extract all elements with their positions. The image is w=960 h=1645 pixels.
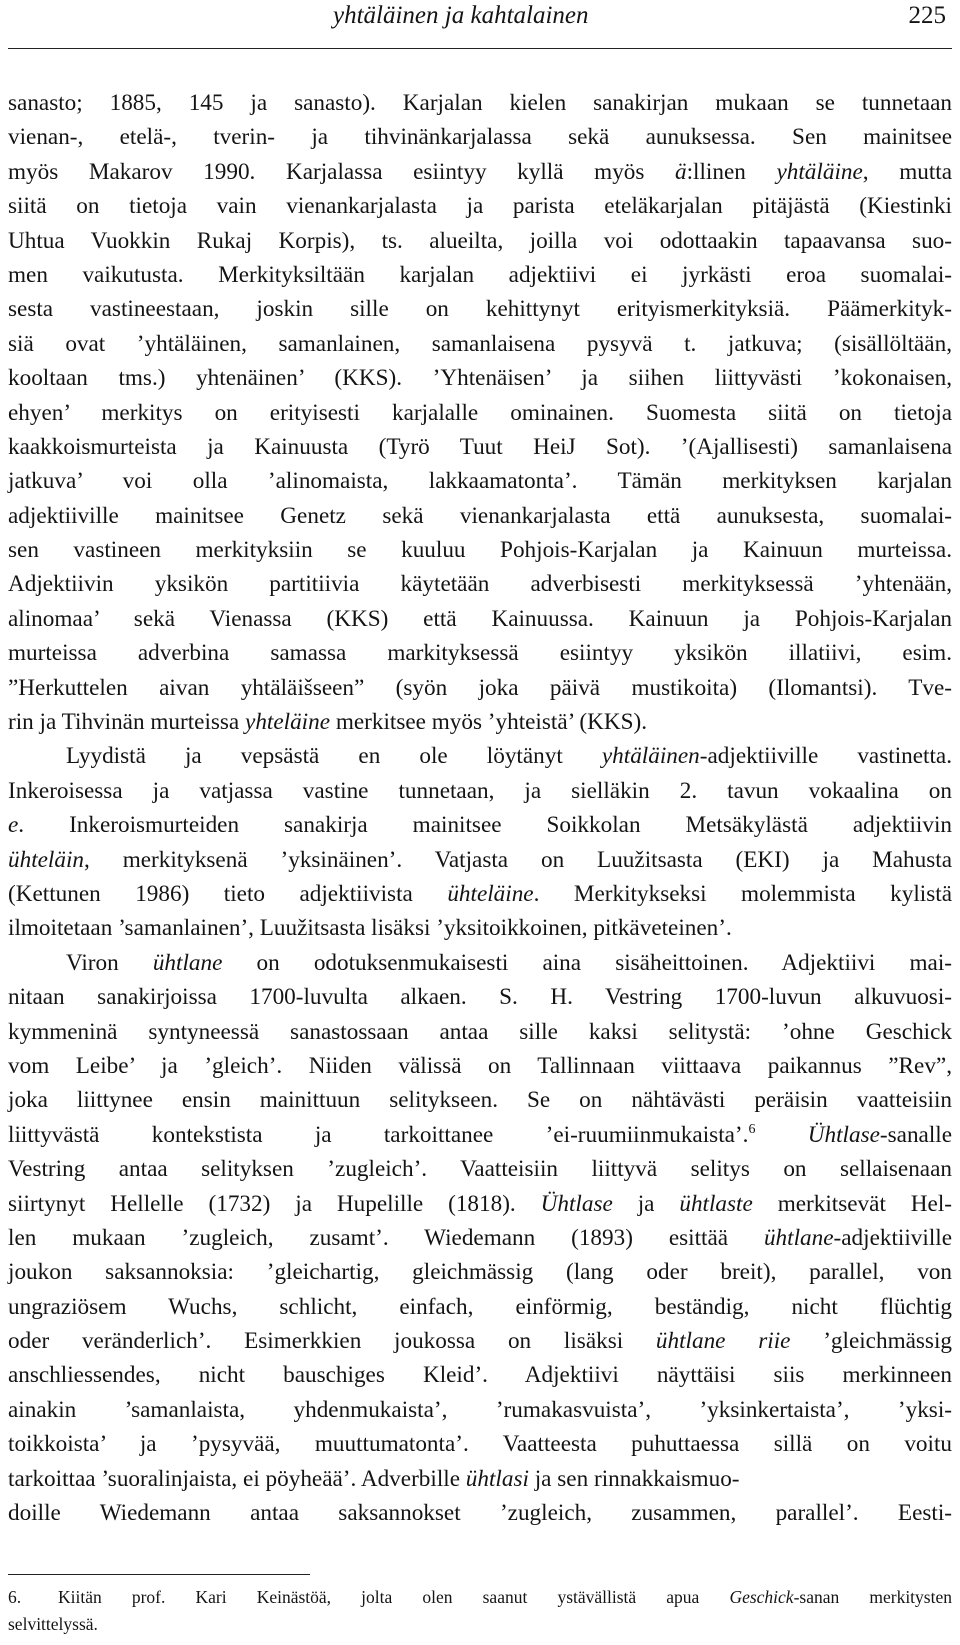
text-line: adjektiiville mainitsee Genetz sekä vienankarjalasta että aunuksesta, suomalai- — [8, 502, 952, 529]
text-line: tarkoittaa ’suoralinjaista, ei pöyheää’. Adverbille ühtlasi ja sen rinnakkaismuo- — [8, 1465, 740, 1492]
footnote-marker: 6 — [748, 1121, 756, 1137]
text-line: siä ovat ’yhtäläinen, samanlainen, samanlaisena pysyvä t. jatkuva; (sisällöltään, — [8, 330, 952, 357]
text-line: (Kettunen 1986) tieto adjektiivista ühteläine. Merkitykseksi molemmista kylistä — [8, 880, 953, 907]
page-number: 225 — [908, 2, 946, 29]
text-line: anschliessendes, nicht bauschiges Kleid’. Adjektiivi näyttäisi siis merkinneen — [8, 1362, 952, 1389]
text-line: doille Wiedemann antaa saksannokset ’zugleich, zusammen, parallel’. Eesti- — [8, 1500, 952, 1527]
text-line: nitaan sanakirjoissa 1700-luvulta alkaen. S. H. Vestring 1700-luvun alkuvuosi- — [8, 984, 952, 1011]
text-line: len mukaan ’zugleich, zusamt’. Wiedemann (1893) esittää ühtlane-adjektiiville — [8, 1224, 952, 1251]
page-header — [8, 0, 952, 46]
text-line: liittyvästä kontekstista ja tarkoittanee ’ei-ruumiinmukaista’.$^6$ Ühtlase-sanalle — [8, 1121, 953, 1148]
text-line: vienan-, etelä-, tverin- ja tihvinänkarjalassa sekä aunuksessa. Sen mainitsee — [8, 124, 952, 151]
text-line: men vaikutusta. Merkityksiltään karjalan adjektiivi ei jyrkästi eroa suomalai- — [8, 261, 952, 288]
text-line: siirtynyt Hellelle (1732) ja Hupelille (1818). Ühtlase ja ühtlaste merkitsevät Hel- — [8, 1190, 953, 1217]
text-line: ainakin ’samanlaista, yhdenmukaista’, ’rumakasvuista’, ’yksinkertaista’, ’yksi- — [8, 1396, 952, 1423]
italic-term: ühtlane — [152, 949, 223, 976]
text-line: kymmeninä syntyneessä sanastossaan antaa sille kaksi selitystä: ’ohne Geschick — [8, 1018, 952, 1045]
text-line: ühteläin, merkityksenä ’yksinäinen’. Vatjasta on Luužitsasta (EKI) ja Mahusta — [8, 846, 952, 873]
text-line: Viron ühtlane on odotuksenmukaisesti aina sisäheittoinen. Adjektiivi mai- — [66, 949, 952, 976]
text-line: toikkoista’ ja ’pysyvää, muuttumatonta’. Vaatteesta puhuttaessa sillä on voitu — [8, 1431, 952, 1458]
footnote-text: Kiitän prof. Kari Keinästöä, jolta olen saanut ystävällistä apua Geschick-sanan merkitysten — [58, 1587, 952, 1607]
text-line: myös Makarov 1990. Karjalassa esiintyy kyllä myös ä:llinen yhtäläine, mutta — [8, 158, 952, 185]
text-line: jatkuva’ voi olla ’alinomaista, lakkaamatonta’. Tämän merkityksen karjalan — [8, 468, 952, 495]
italic-term: ühtlane — [763, 1224, 834, 1251]
italic-term: Geschick — [729, 1587, 794, 1607]
italic-term: ühtlane riie — [655, 1328, 791, 1355]
text-line: Lyydistä ja vepsästä en ole löytänyt yhtäläinen-adjektiiville vastinetta. — [66, 743, 952, 770]
text-line: rin ja Tihvinän murteissa yhteläine merkitsee myös ’yhteistä’ (KKS). — [8, 709, 648, 736]
text-line: kaakkoismurteista ja Kainuusta (Tyrö Tuut HeiJ Sot). ’(Ajallisesti) samanlaisena — [8, 433, 952, 460]
text-line: alinomaa’ sekä Vienassa (KKS) että Kainuussa. Kainuun ja Pohjois-Karjalan — [8, 605, 952, 632]
text-line: joka liittynee ensin mainittuun selitykseen. Se on nähtävästi peräisin vaatteisiin — [8, 1087, 952, 1114]
header-rule — [8, 48, 952, 49]
text-line: sanasto; 1885, 145 ja sanasto). Karjalan kielen sanakirjan mukaan se tunnetaan — [8, 90, 952, 116]
footnote-number: 6. — [8, 1587, 22, 1607]
italic-term: ä — [675, 158, 687, 185]
italic-term: yhtäläine — [776, 158, 863, 185]
text-line: ungraziösem Wuchs, schlicht, einfach, einförmig, beständig, nicht flüchtig — [8, 1293, 952, 1320]
text-line: oder veränderlich’. Esimerkkien joukossa on lisäksi ühtlane riie ’gleichmässig — [8, 1328, 952, 1355]
text-line: sesta vastineestaan, joskin sille on kehittynyt erityismerkityksiä. Päämerkityk- — [8, 296, 952, 323]
text-line: Uhtua Vuokkin Rukaj Korpis), ts. alueilta, joilla voi odottaakin tapaavansa suo- — [8, 227, 952, 254]
text-line: siitä on tietoja vain vienankarjalasta ja parista eteläkarjalan pitäjästä (Kiestinki — [8, 193, 952, 220]
footnote-line — [8, 1584, 952, 1611]
body-text — [8, 86, 952, 1530]
italic-term: Ühtlase — [540, 1190, 613, 1217]
running-title: yhtäläinen ja kahtalainen — [333, 2, 589, 29]
text-line: Inkeroisessa ja vatjassa vastine tunnetaan, ja sielläkin 2. tavun vokaalina on — [8, 777, 952, 804]
italic-term: ühteläine — [447, 880, 534, 907]
text-line: Vestring antaa selityksen ’zugleich’. Vaatteisiin liittyvä selitys on sellaisenaan — [8, 1156, 952, 1183]
text-line: ”Herkuttelen aivan yhtäläišseen” (syön joka päivä mustikoita) (Ilomantsi). Tve- — [8, 674, 952, 701]
italic-term: e — [8, 812, 19, 839]
text-line: e. Inkeroismurteiden sanakirja mainitsee Soikkolan Metsäkylästä adjektiivin — [8, 812, 952, 839]
text-line: ehyen’ merkitys on erityisesti karjalalle ominainen. Suomesta siitä on tietoja — [8, 399, 952, 426]
text-line: joukon saksannoksia: ’gleichartig, gleichmässig (lang oder breit), parallel, von — [8, 1259, 952, 1286]
text-line: kooltaan tms.) yhtenäinen’ (KKS). ’Yhtenäisen’ ja siihen liittyvästi ’kokonaisen, — [8, 365, 952, 392]
footnote-rule — [8, 1574, 310, 1575]
italic-term: yhteläine — [245, 709, 331, 736]
text-line: ilmoitetaan ’samanlainen’, Luužitsasta lisäksi ’yksitoikkoinen, pitkäveteinen’. — [8, 915, 732, 942]
text-line: Adjektiivin yksikön partitiivia käytetään adverbisesti merkityksessä ’yhtenään, — [8, 571, 952, 598]
italic-term: Ühtlase — [807, 1121, 880, 1148]
footnote — [8, 1584, 952, 1638]
text-line: murteissa adverbina samassa markityksessä esiintyy yksikön illatiivi, esim. — [8, 640, 952, 667]
italic-term: yhtäläinen — [601, 743, 700, 770]
footnote-line: selvittelyssä. — [8, 1614, 98, 1634]
text-line: vom Leibe’ ja ’gleich’. Niiden välissä on Tallinnaan viittaava paikannus ”Rev”, — [8, 1052, 952, 1079]
italic-term: ühteläin — [8, 846, 84, 873]
text-line: sen vastineen merkityksiin se kuuluu Pohjois-Karjalan ja Kainuun murteissa. — [8, 537, 952, 564]
italic-term: ühtlaste — [679, 1190, 753, 1217]
italic-term: ühtlasi — [465, 1465, 529, 1492]
